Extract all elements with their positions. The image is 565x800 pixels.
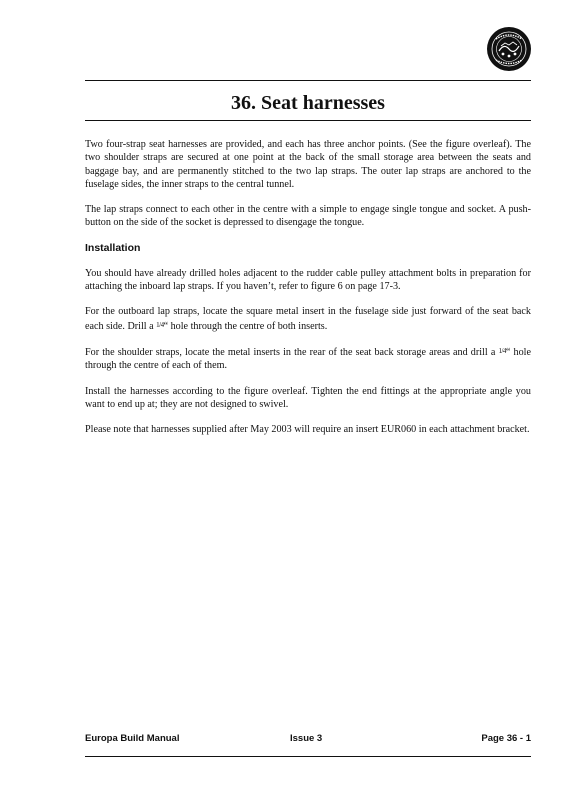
text-segment: For the outboard lap straps, locate the square metal insert in the fuselage side just forward of the seat back each side. Drill a — [85, 306, 531, 332]
fraction-quarter-inch: 1/4 — [156, 320, 164, 329]
footer-issue: Issue 3 — [290, 733, 323, 744]
paragraph-shoulder-straps — [85, 345, 531, 373]
footer-manual-title: Europa Build Manual — [85, 733, 180, 744]
fraction-quarter-inch: 1/4 — [498, 346, 506, 355]
text-segment: For the shoulder straps, locate the metal inserts in the rear of the seat back storage areas and drill a — [85, 346, 499, 358]
footer-page-number: Page 36 - 1 — [481, 733, 531, 744]
paragraph-install-harnesses: Install the harnesses according to the figure overleaf. Tighten the end fittings at the appropriate angle you want to end up at; they are not designed to swivel. — [85, 385, 531, 410]
section-heading-installation: Installation — [85, 241, 141, 254]
page-title: 36. Seat harnesses — [231, 92, 385, 114]
page-footer — [85, 733, 531, 747]
paragraph-insert-note: Please note that harnesses supplied after May 2003 will require an insert EUR060 in each attachment bracket. — [85, 424, 530, 436]
page-body — [85, 138, 531, 448]
header-rule — [85, 80, 531, 81]
emblem-graphic — [487, 27, 531, 71]
title-rule — [85, 120, 531, 121]
paragraph-prior-holes: You should have already drilled holes adjacent to the rudder cable pulley attachment bolts in preparation for attaching the inboard lap straps. If you haven’t, refer to figure 6 on page 17-3. — [85, 267, 531, 293]
paragraph-outboard-lap-straps — [85, 305, 531, 333]
footer-rule — [85, 756, 531, 757]
paragraph-buckle: The lap straps connect to each other in the centre with a simple to engage single tongue and socket. A push-button on the side of the socket is depressed to disengage the tongue. — [85, 204, 531, 229]
text-segment: “ hole through the centre of each of them. — [85, 346, 531, 372]
europa-emblem-icon — [487, 27, 531, 71]
paragraph-harness-overview: Two four-strap seat harnesses are provided, and each has three anchor points. (See the figure overleaf). The two shoulder straps are secured at one point at the back of the small storage area between the seats and baggage bay, and are permanently stitched to the two lap straps. The outer lap straps are anchored to the fuselage sides, the inner straps to the central tunnel. — [85, 139, 531, 190]
text-segment: “ hole through the centre of both inserts. — [163, 320, 328, 332]
